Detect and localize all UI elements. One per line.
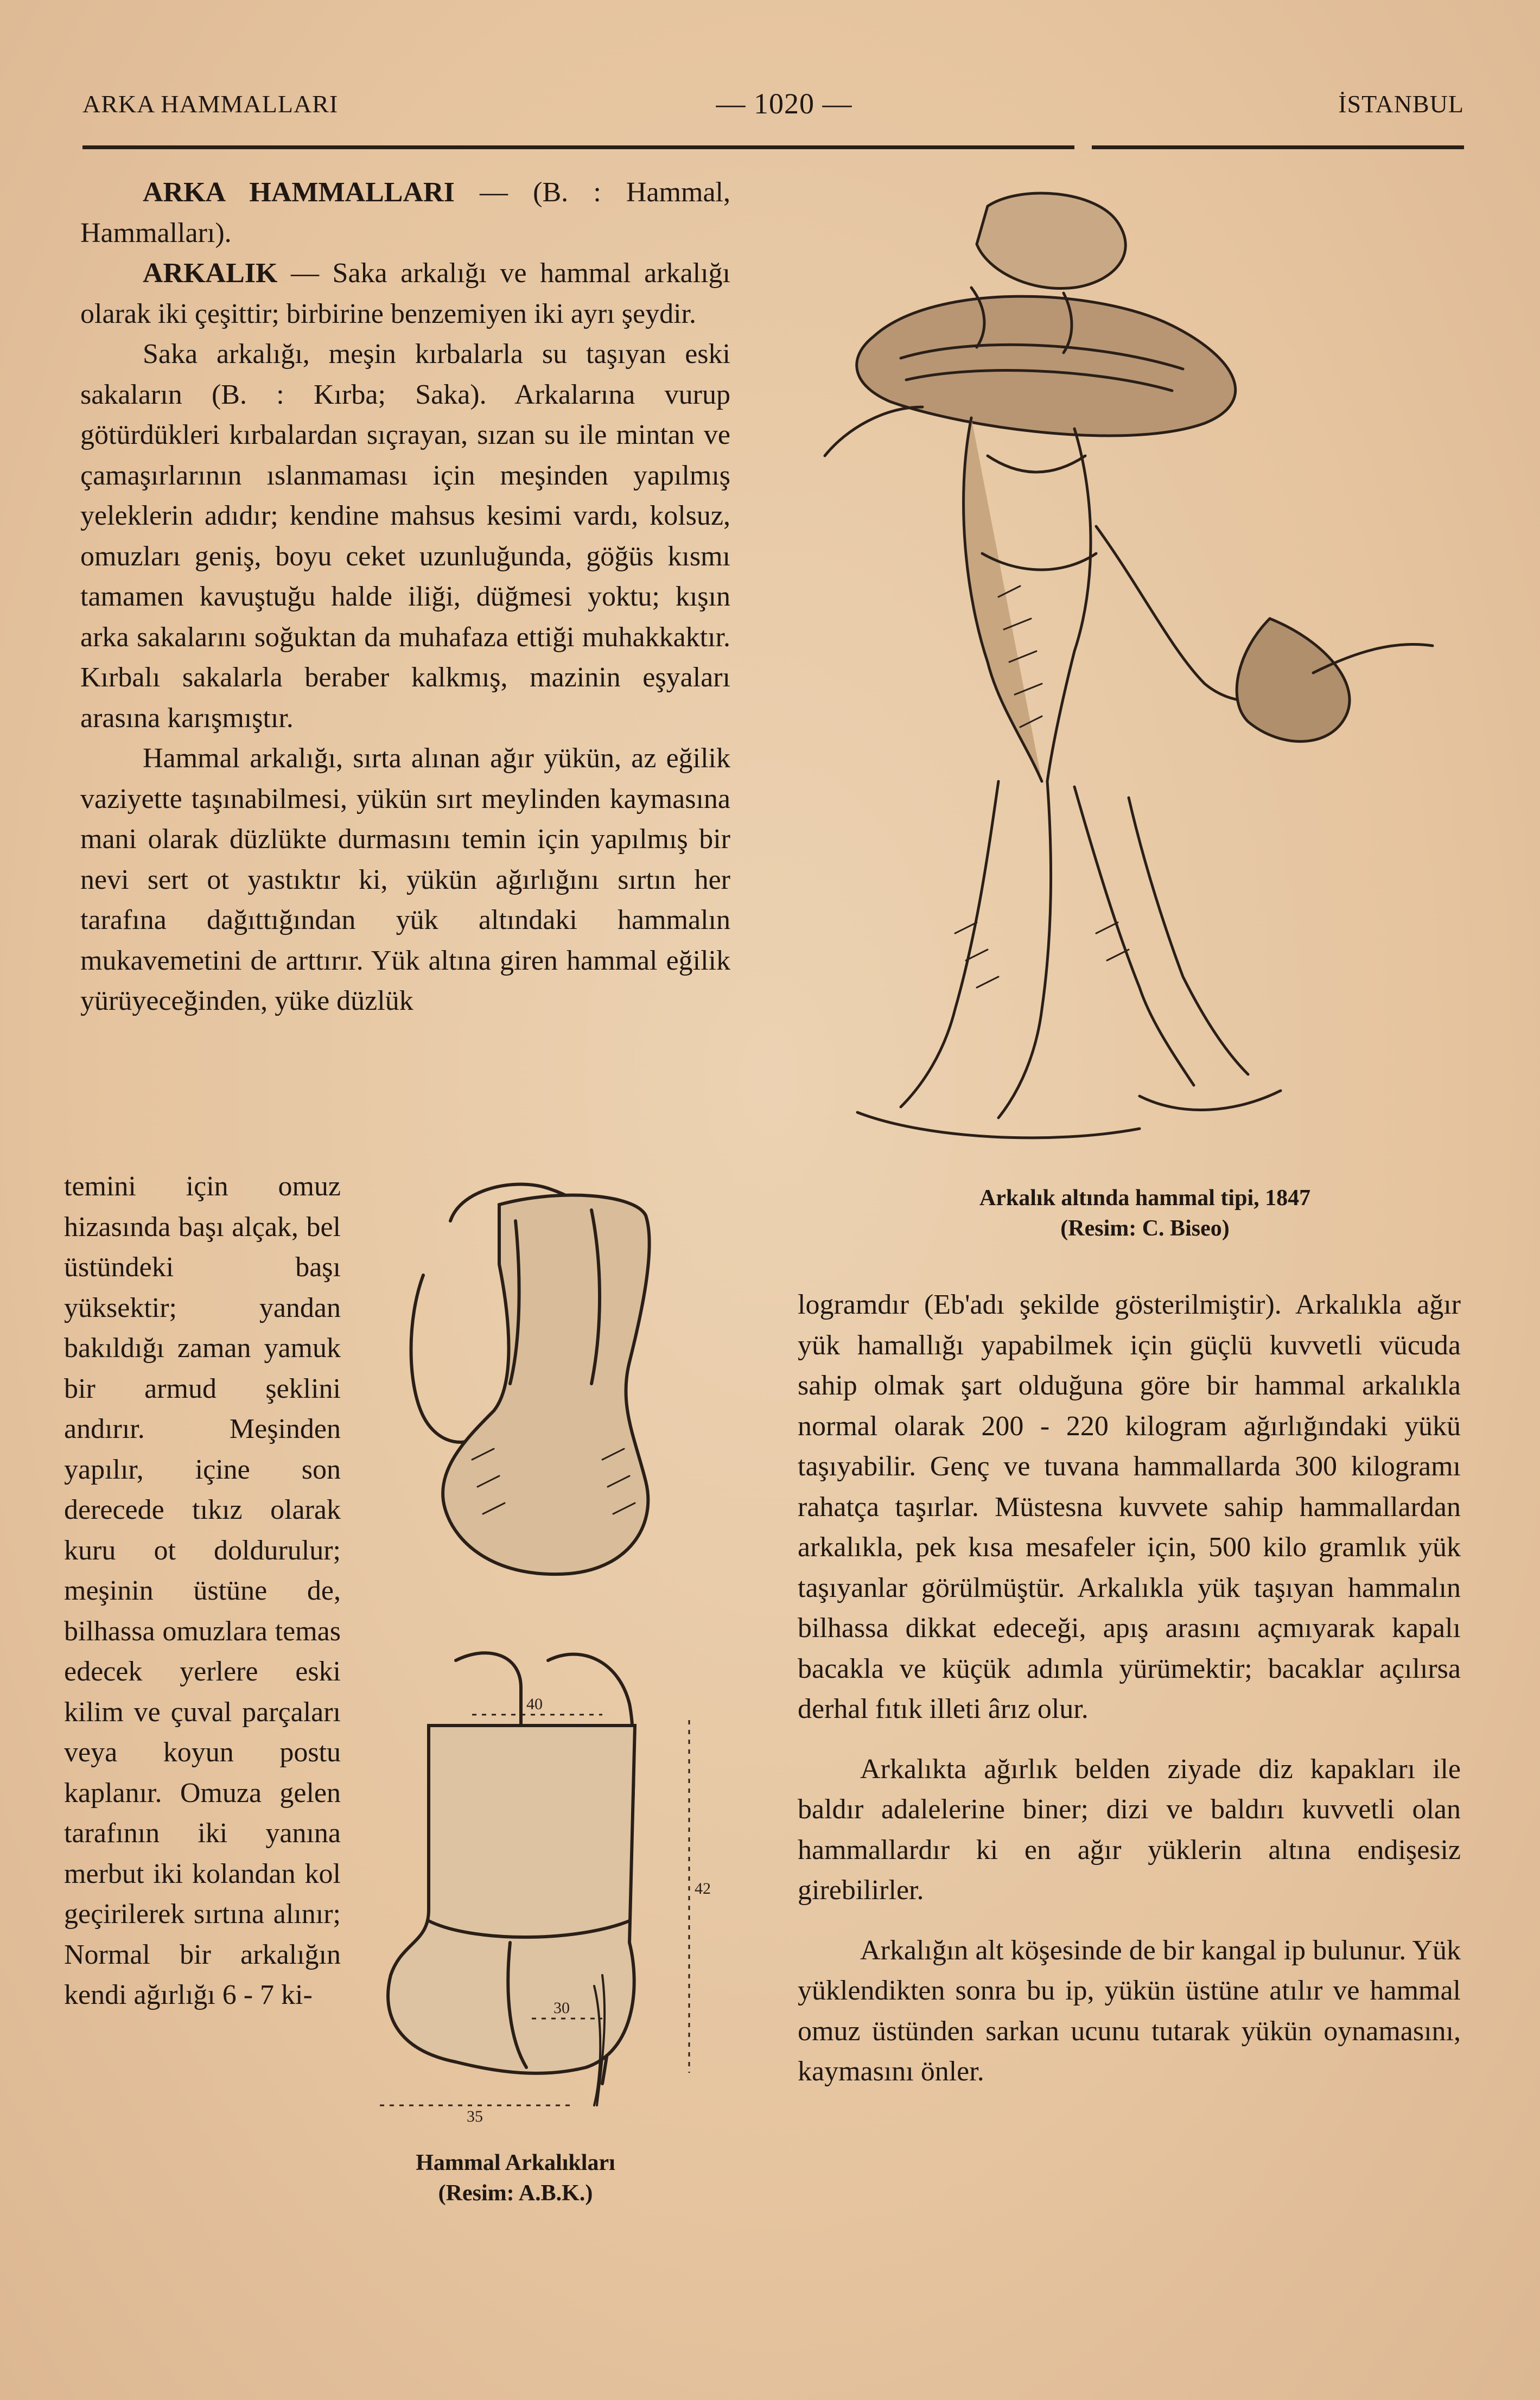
header-rule-left	[82, 145, 1074, 149]
porter-caption-title: Arkalık altında hammal tipi, 1847	[979, 1186, 1311, 1211]
left-column	[80, 173, 730, 1022]
paragraph-hammal-arkaligi: Hammal arkalığı, sırta alınan ağır yükün, az eğilik vaziyette taşınabilmesi, yükün sırt meylinden kaymasına mani olarak düzlükte durmasını temin için yapılmış bir nevi sert ot yastıktır ki, yükün ağırlığını sırtın her tarafına dağıttığından yük altındaki hammalın mukavemetini de arttırır. Yük altına giren hammal eğilik yürüyeceğinden, yüke düzlük	[80, 743, 730, 1016]
entry-heading: ARKALIK	[143, 258, 278, 289]
porter-caption	[847, 1183, 1443, 1244]
header-rule-right	[1092, 145, 1464, 149]
right-column	[798, 1285, 1461, 2112]
saddle-caption-title: Hammal Arkalıkları	[416, 2150, 615, 2175]
entry-arka-hammallari	[80, 173, 730, 253]
saddle-caption-credit: (Resim: A.B.K.)	[438, 2181, 593, 2206]
dimension-label-bottom: 35	[467, 2108, 483, 2125]
entry-heading: ARKA HAMMALLARI	[143, 177, 455, 208]
running-head-title: ARKA HAMMALLARI	[82, 90, 339, 118]
saddle-caption	[374, 2148, 657, 2208]
running-head-city: İSTANBUL	[1338, 90, 1464, 118]
entry-text: — (B. : Hammal, Hammalları).	[80, 177, 730, 249]
entry-arkalik	[80, 253, 730, 334]
porter-illustration	[792, 174, 1460, 1161]
saddle-front-illustration	[347, 1639, 738, 2127]
paragraph-hammal-arkaligi-cont: temini için omuz hizasında başı alçak, bel üstündeki başı yüksektir; yandan bakıldığı zaman yamuk bir armud şeklini andırır. Meşinden yapılır, içine son derecede tıkız olarak kuru ot doldurulur; meşinin üstüne de, bilhassa omuzlara temas edecek yerlere eski kilim ve çuval parçaları veya koyun postu kaplanır. Omuza gelen tarafının iki yanına merbut iki kolandan kol geçirilerek sırtına alınır; Normal bir arkalığın kendi ağırlığı 6 - 7 ki-	[64, 1171, 341, 2010]
paragraph-agirlik: logramdır (Eb'adı şekilde gösterilmiştir). Arkalıkla ağır yük hamallığı yapabilmek için güçlü kuvvetli vücuda sahip olmak şart olduğuna göre bir hammal arkalıkla normal olarak 200 - 220 kilogram ağırlığındaki yükü taşıyabilir. Genç ve tuvana hammallarda 300 kilogramı rahatça taşırlar. Müstesna kuvvete sahip hammallardan arkalıkla, pek kısa mesafeler için, 500 kilo gramlık yük taşıyanlar görülmüştür. Arkalıkla yük taşıyan hammalın bilhassa dikkat edeceği, apış arasını açmıyarak kapalı bacakla ve küçük adımla yürümektir; bacaklar açılırsa derhal fıtık illeti ârız olur.	[798, 1289, 1461, 1724]
dimension-label-side: 42	[695, 1880, 711, 1898]
paragraph-diz-kapaklari: Arkalıkta ağırlık belden ziyade diz kapakları ile baldır adalelerine biner; dizi ve baldırı kuvvetli olan hammallardır ki en ağır yüklerin altına endişesiz girebilirler.	[798, 1753, 1461, 1906]
page-number: — 1020 —	[716, 87, 852, 120]
saddle-side-illustration	[374, 1156, 722, 1584]
porter-caption-credit: (Resim: C. Biseo)	[1060, 1216, 1230, 1241]
paragraph-saka: Saka arkalığı, meşin kırbalarla su taşıyan eski sakaların (B. : Kırba; Saka). Arkalarına vurup götürdükleri kırbalardan sıçrayan, sızan su ile mintan ve çamaşırlarının ıslanmaması için meşinden yapılmış yeleklerin adıdır; kendine mahsus kesimi vardı, kolsuz, omuzları geniş, boyu ceket uzunluğunda, göğüs kısmı tamamen kavuştuğu halde iliği, düğmesi yoktu; kışın arka sakalarını soğuktan da muhafaza ettiği muhakkaktır. Kırbalı sakalarla beraber kalkmış, mazinin eşyaları arasına karışmıştır.	[80, 339, 730, 734]
left-narrow-column	[64, 1167, 341, 2016]
paragraph-kangal-ip: Arkalığın alt köşesinde de bir kangal ip bulunur. Yük yüklendikten sonra bu ip, yükün üstüne atılır ve hammal omuz üstünden sarkan ucunu tutarak yükün oynamasını, kaymasını önler.	[798, 1934, 1461, 2087]
entry-text: — Saka arkalığı ve hammal arkalığı olarak iki çeşittir; birbirine benzemiyen iki ayrı şeydir.	[80, 258, 730, 329]
dimension-label-inner: 30	[553, 1999, 570, 2017]
dimension-label-top: 40	[526, 1695, 543, 1713]
